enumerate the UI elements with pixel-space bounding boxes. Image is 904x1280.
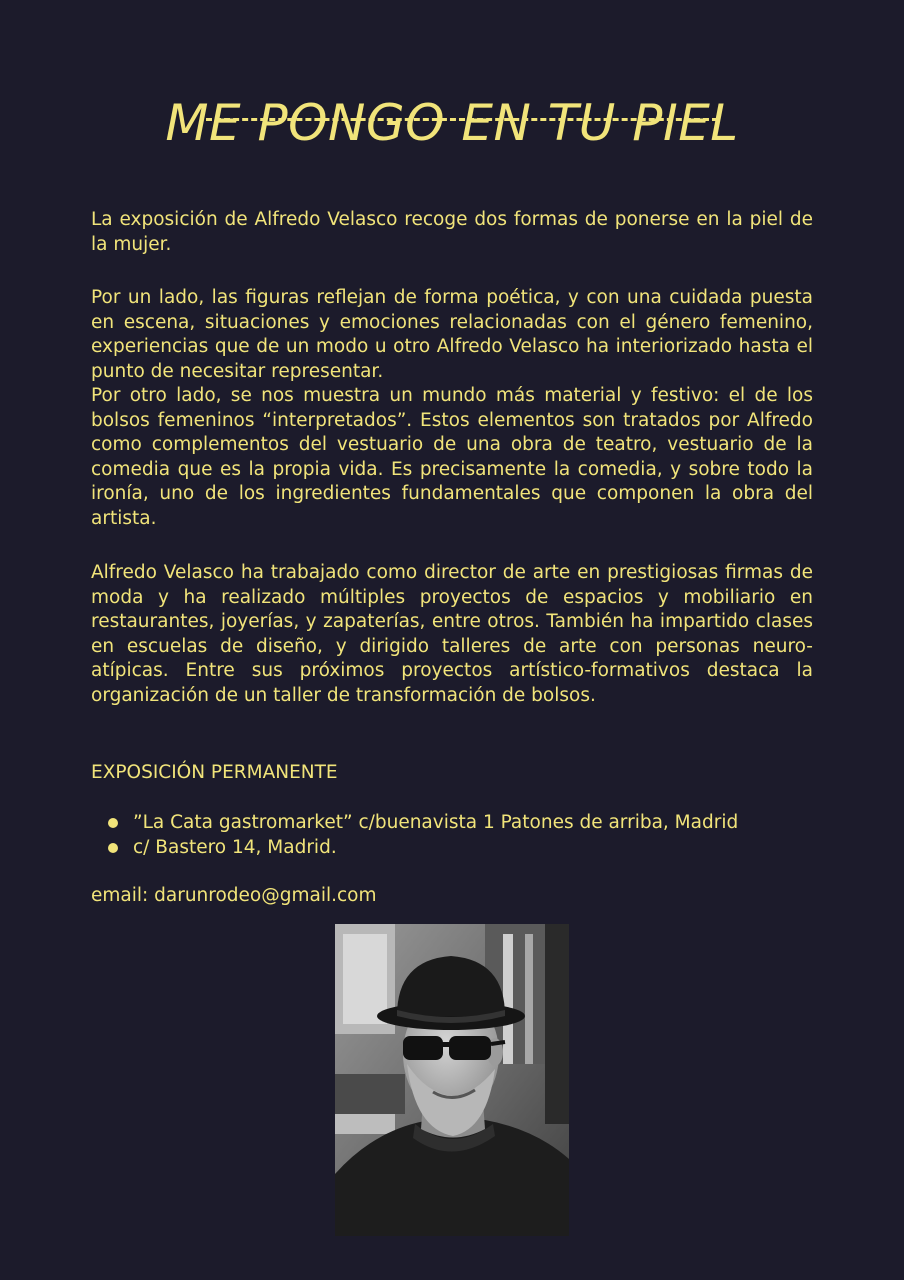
location-text: ”La Cata gastromarket” c/buenavista 1 Patones de arriba, Madrid (133, 812, 739, 833)
intro-paragraph: La exposición de Alfredo Velasco recoge dos formas de ponerse en la piel de la mujer. (91, 209, 813, 255)
bullet-icon (108, 843, 118, 853)
bullet-icon (108, 818, 118, 828)
title-dashed-underline (206, 118, 718, 121)
bio-paragraph: Alfredo Velasco ha trabajado como director de arte en prestigiosas firmas de moda y ha realizado múltiples proyectos de espacios y mobiliario en restaurantes, joyerías, y zapaterías, entre otros. También ha impartido clases en escuelas de diseño, y dirigido talleres de arte con personas neuro-atípicas. Entre sus próximos proyectos artístico-formativos destaca la organización de un taller de transformación de bolsos. (91, 562, 813, 706)
exhibition-heading: EXPOSICIÓN PERMANENTE (91, 762, 338, 783)
artist-portrait-photo (335, 924, 569, 1236)
page-title: ME PONGO EN TU PIEL (165, 93, 739, 152)
location-item (91, 810, 738, 835)
contact-email: email: darunrodeo@gmail.com (91, 885, 377, 906)
location-item (91, 835, 738, 860)
location-list (91, 810, 738, 860)
bags-paragraph: Por otro lado, se nos muestra un mundo más material y festivo: el de los bolsos femeninos “interpretados”. Estos elementos son tratados por Alfredo como complementos del vestuario de una obra de teatro, vestuario de la comedia que es la propia vida. Es precisamente la comedia, y sobre todo la ironía, uno de los ingredientes fundamentales que componen la obra del artista. (91, 385, 813, 529)
location-text: c/ Bastero 14, Madrid. (133, 837, 337, 858)
figures-paragraph: Por un lado, las figuras reflejan de forma poética, y con una cuidada puesta en escena, situaciones y emociones relacionadas con el género femenino, experiencias que de un modo u otro Alfredo Velasco ha interiorizado hasta el punto de necesitar representar. (91, 287, 813, 382)
